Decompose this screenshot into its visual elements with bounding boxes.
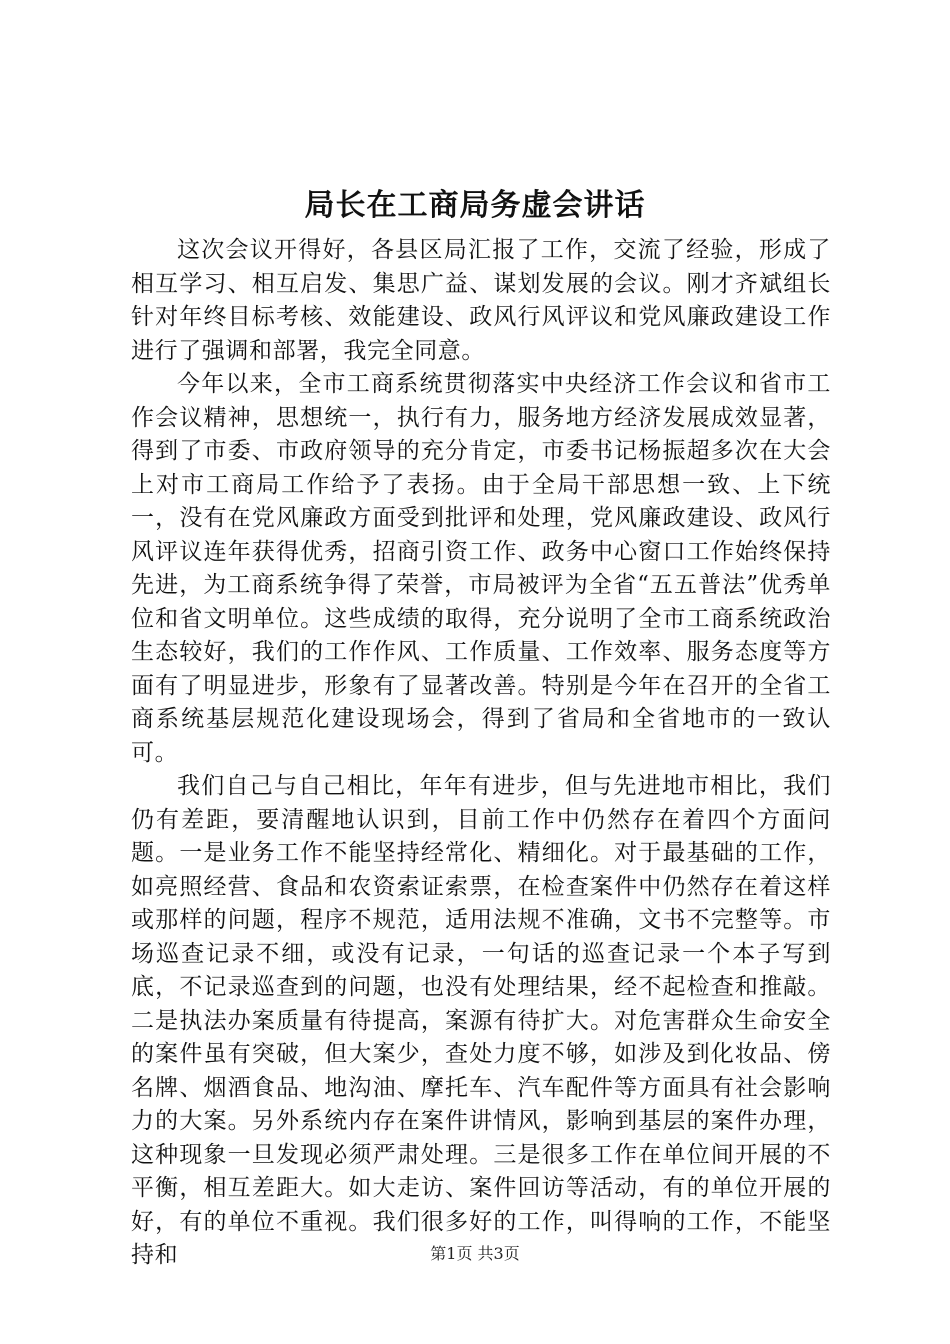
paragraph-1: 这次会议开得好，各县区局汇报了工作，交流了经验，形成了相互学习、相互启发、集思广益、谋划发展的会议。刚才齐斌组长针对年终目标考核、效能建设、政风行风评议和党风廉政建设工作进行了强调和部署，我完全同意。: [131, 237, 831, 364]
document-title: 局长在工商局务虚会讲话: [304, 188, 646, 223]
paragraph-2: 今年以来，全市工商系统贯彻落实中央经济工作会议和省市工作会议精神，思想统一，执行有力，服务地方经济发展成效显著，得到了市委、市政府领导的充分肯定，市委书记杨振超多次在大会上对市工商局工作给予了表扬。由于全局干部思想一致、上下统一，没有在党风廉政方面受到批评和处理，党风廉政建设、政风行风评议连年获得优秀，招商引资工作、政务中心窗口工作始终保持先进，为工商系统争得了荣誉，市局被评为全省“五五普法”优秀单位和省文明单位。这些成绩的取得，充分说明了全市工商系统政治生态较好，我们的工作作风、工作质量、工作效率、服务态度等方面有了明显进步，形象有了显著改善。特别是今年在召开的全省工商系统基层规范化建设现场会，得到了省局和全省地市的一致认可。: [131, 371, 831, 766]
document-body: [131, 234, 831, 1273]
page-number-footer: 第1页 共3页: [430, 1244, 520, 1263]
paragraph-3: 我们自己与自己相比，年年有进步，但与先进地市相比，我们仍有差距，要清醒地认识到，目前工作中仍然存在着四个方面问题。一是业务工作不能坚持经常化、精细化。对于最基础的工作，如亮照经营、食品和农资索证索票，在检查案件中仍然存在着这样或那样的问题，程序不规范，适用法规不准确，文书不完整等。市场巡查记录不细，或没有记录，一句话的巡查记录一个本子写到底，不记录巡查到的问题，也没有处理结果，经不起检查和推敲。二是执法办案质量有待提高，案源有待扩大。对危害群众生命安全的案件虽有突破，但大案少，查处力度不够，如涉及到化妆品、傍名牌、烟酒食品、地沟油、摩托车、汽车配件等方面具有社会影响力的大案。另外系统内存在案件讲情风，影响到基层的案件办理，这种现象一旦发现必须严肃处理。三是很多工作在单位间开展的不平衡，相互差距大。如大走访、案件回访等活动，有的单位开展的好，有的单位不重视。我们很多好的工作，叫得响的工作，不能坚持和: [131, 773, 831, 1268]
